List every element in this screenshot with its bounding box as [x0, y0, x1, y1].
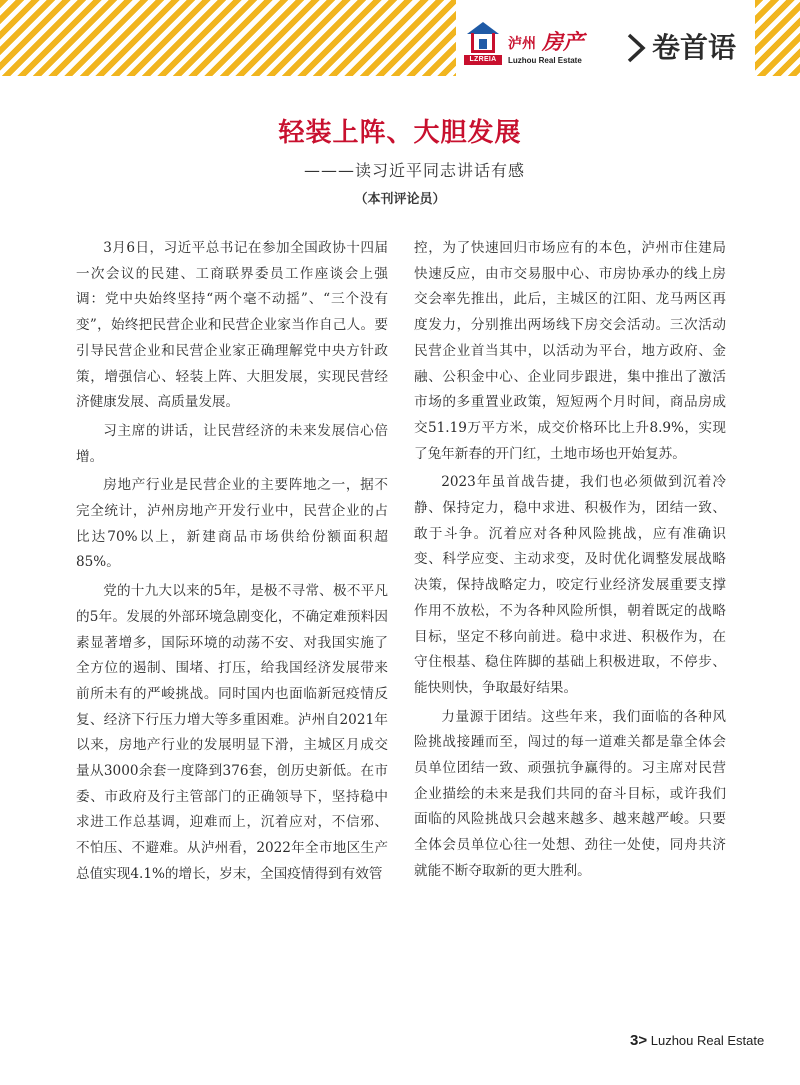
- header-stripe-right: [755, 0, 800, 76]
- article-title: 轻装上阵、大胆发展: [278, 118, 522, 148]
- masthead: [456, 0, 755, 76]
- paragraph: 习主席的讲话，让民营经济的未来发展信心倍增。: [76, 422, 388, 465]
- paragraph: 房地产行业是民营企业的主要阵地之一，据不完全统计，泸州房地产开发行业中，民营企业的占比达70%以上，新建商品市场供给份额面积超85%。: [76, 477, 388, 571]
- section-title: 卷首语: [652, 31, 737, 64]
- footer-magazine-name: Luzhou Real Estate: [650, 1033, 765, 1048]
- article-column-left: [76, 236, 388, 888]
- page-number: 3: [630, 1032, 639, 1049]
- article-author: （本刊评论员）: [354, 192, 446, 207]
- article-column-right: [414, 236, 726, 885]
- page-footer: [630, 1031, 780, 1051]
- article-subtitle: ———读习近平同志讲话有感: [303, 161, 525, 180]
- paragraph: 3月6日，习近平总书记在参加全国政协十四届一次会议的民建、工商联界委员工作座谈会上强调：党中央始终坚持“两个毫不动摇”、“三个没有变”，始终把民营企业和民营企业家当作自己人。要引导民营企业和民营企业家正确理解党中央方针政策，增强信心、轻装上阵、大胆发展，实现民营经济健康发展、高质量发展。: [76, 240, 388, 411]
- logo-door-icon: [479, 39, 487, 49]
- paragraph-continued: 控，为了快速回归市场应有的本色，泸州市住建局快速反应，由市交易服中心、市房协承办的线上房交会率先推出，此后，主城区的江阳、龙马两区再度发力，分别推出两场线下房交会活动。三次活动民营企业首当其中，以活动为平台，地方政府、金融、公积金中心、企业同步跟进，集中推出了激活市场的多重置业政策，短短两个月时间，商品房成交51.19万平方米，成交价格环比上升8.9%，实现了兔年新春的开门红，土地市场也开始复苏。: [414, 240, 726, 462]
- brand-name-en: Luzhou Real Estate: [508, 56, 582, 65]
- brand-name-script: 房产: [542, 29, 584, 54]
- logo-text: LZREIA: [464, 55, 502, 65]
- chevron-right-icon: [625, 32, 647, 64]
- paragraph: 党的十九大以来的5年，是极不寻常、极不平凡的5年。发展的外部环境急剧变化，不确定难预料因素显著增多，国际环境的动荡不安、对我国实施了全方位的遏制、围堵、打压，给我国经济发展带来前所未有的严峻挑战。同时国内也面临新冠疫情反复、经济下行压力增大等多重困难。泸州自2021年以来，房地产行业的发展明显下滑，主城区月成交量从3000余套一度降到376套，创历史新低。在市委、市政府及行主管部门的正确领导下，坚持稳中求进工作总基调，迎难而上，沉着应对，不信邪、不怕压、不避难。从泸州看，2022年全市地区生产总值实现4.1%的增长，岁末，全国疫情得到有效管: [76, 583, 388, 882]
- paragraph: 2023年虽首战告捷，我们也必须做到沉着冷静、保持定力，稳中求进、积极作为，团结一致、敢于斗争。沉着应对各种风险挑战，应有准确识变、科学应变、主动求变，及时优化调整发展战略决策，保持战略定力，咬定行业经济发展重要支撑作用不放松，不为各种风险所惧，朝着既定的战略目标，坚定不移向前进。稳中求进、积极作为，在守住根基、稳住阵脚的基础上积极进取，不停步、能快则快，争取最好结果。: [414, 474, 726, 696]
- association-logo: [464, 22, 502, 66]
- footer-arrow: >: [638, 1032, 648, 1049]
- header-stripe-left: [0, 0, 456, 76]
- paragraph: 力量源于团结。这些年来，我们面临的各种风险挑战接踵而至，闯过的每一道难关都是靠全体会员单位团结一致、顽强抗争赢得的。习主席对民营企业描绘的未来是我们共同的奋斗目标，或许我们面临的风险挑战只会越来越多、越来越严峻。只要全体会员单位心往一处想、劲往一处使，同舟共济就能不断夺取新的更大胜利。: [414, 708, 726, 879]
- brand-name-cn: 泸州: [508, 36, 536, 52]
